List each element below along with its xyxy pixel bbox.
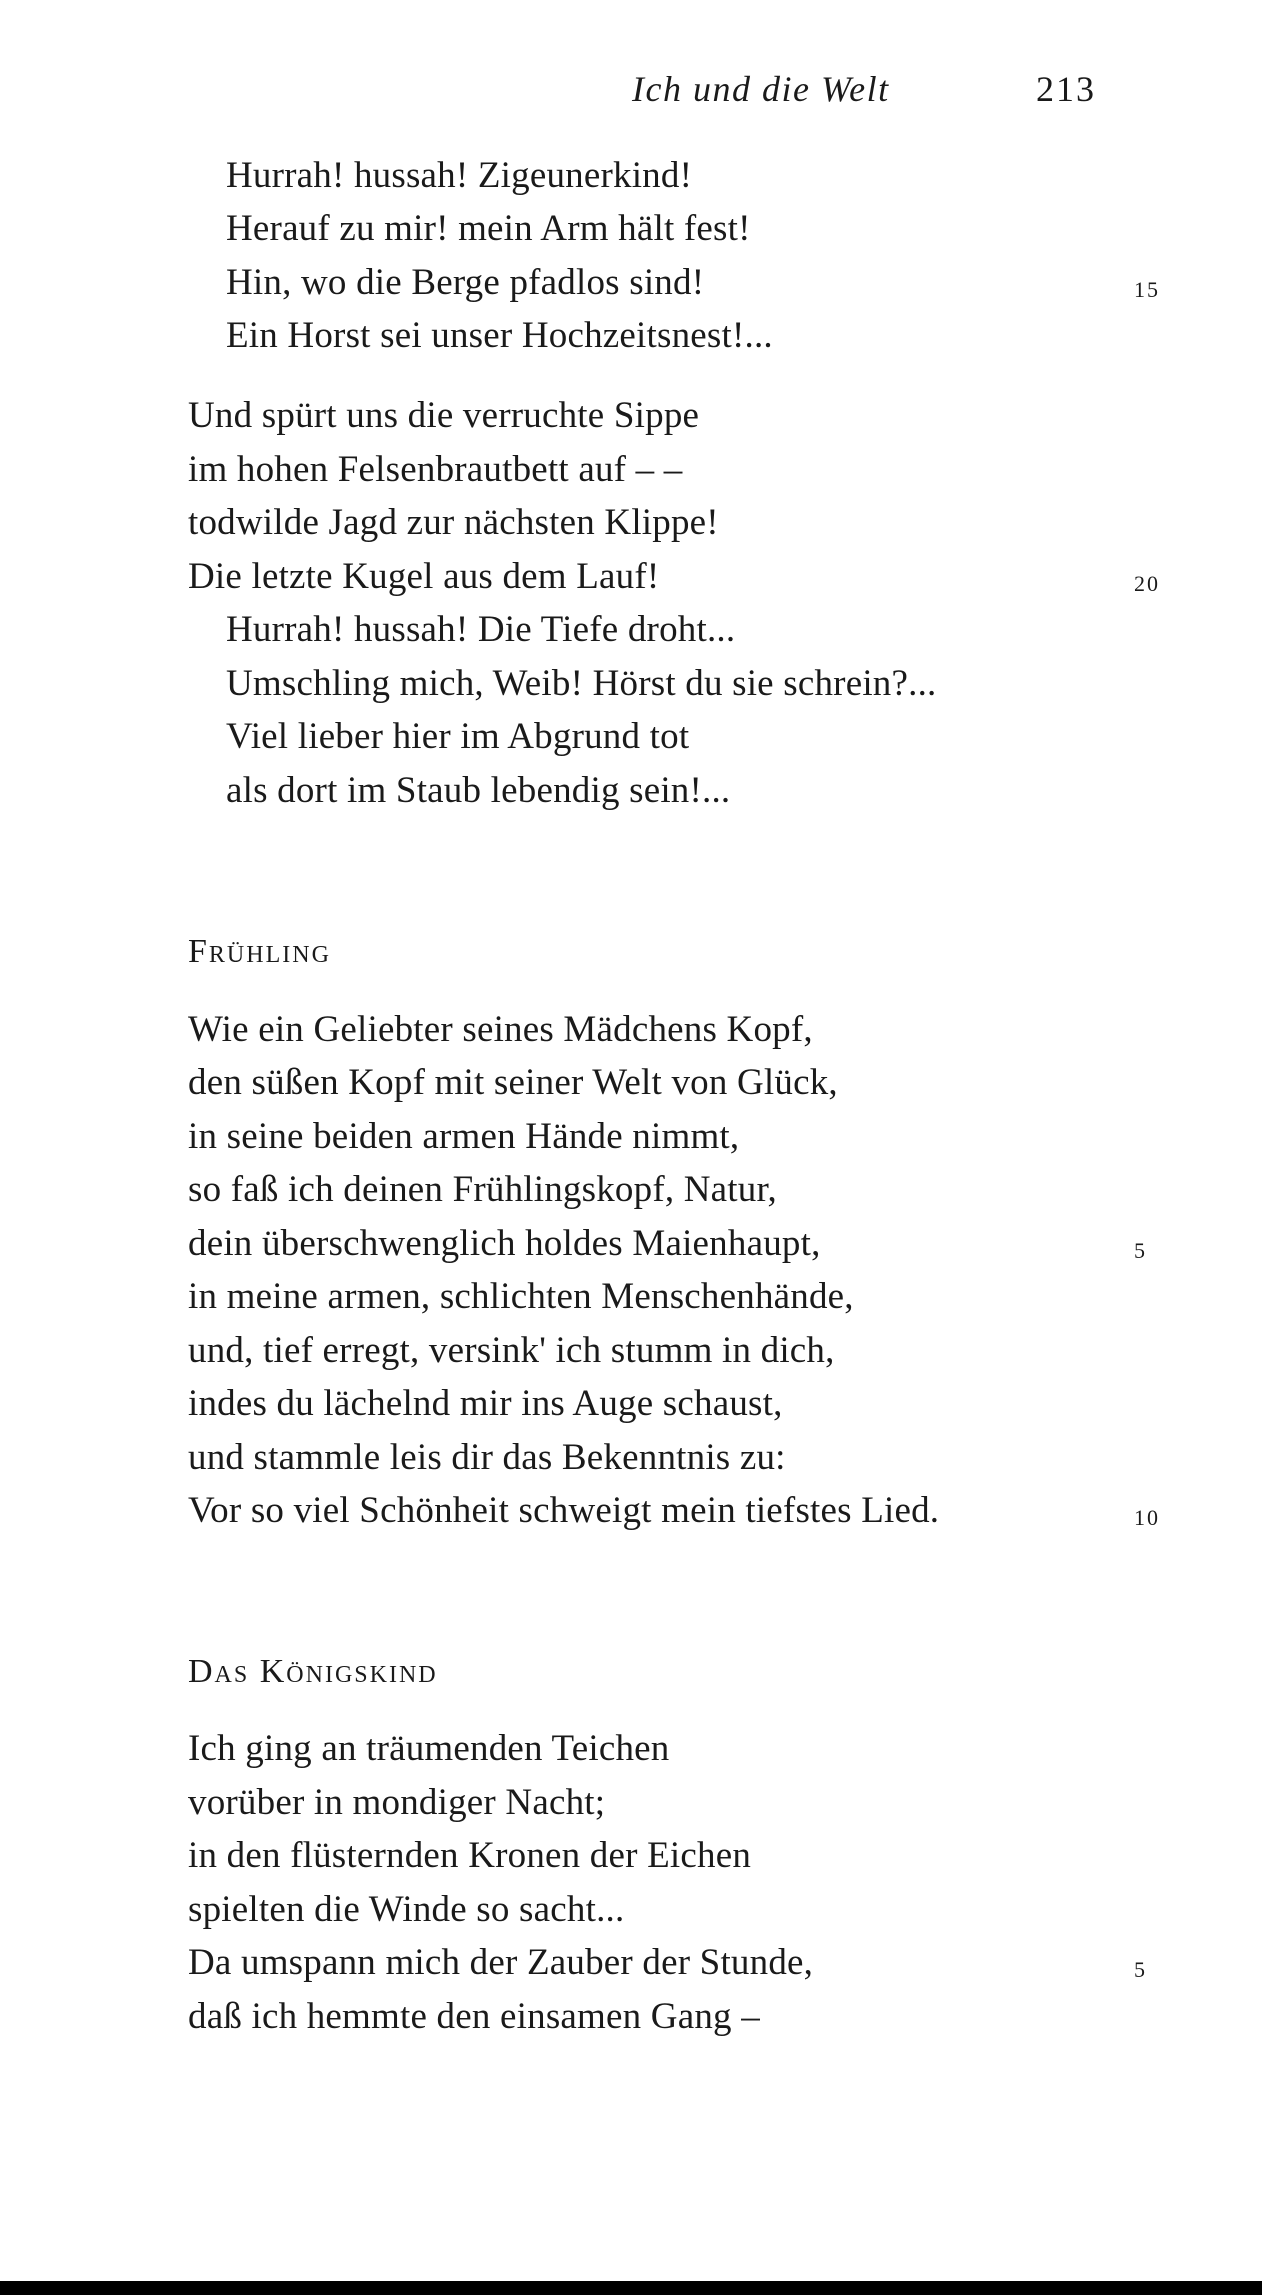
- verse-line: Da umspann mich der Zauber der Stunde,: [188, 1942, 814, 1983]
- verse-line: Ein Horst sei unser Hochzeitsnest!...: [226, 315, 773, 356]
- verse-line: Die letzte Kugel aus dem Lauf!: [188, 556, 660, 597]
- verse-line: Und spürt uns die verruchte Sippe: [188, 395, 700, 436]
- verse-line: Wie ein Geliebter seines Mädchens Kopf,: [188, 1009, 813, 1050]
- verse-line: dein überschwenglich holdes Maienhaupt,: [188, 1223, 821, 1264]
- verse-line: indes du lächelnd mir ins Auge schaust,: [188, 1383, 783, 1424]
- verse-line: vorüber in mondiger Nacht;: [188, 1782, 606, 1823]
- verse-line: und, tief erregt, versink' ich stumm in dich,: [188, 1330, 835, 1371]
- verse-line: Umschling mich, Weib! Hörst du sie schrein?...: [226, 663, 937, 704]
- running-header-title: Ich und die Welt: [632, 69, 890, 109]
- verse-line: so faß ich deinen Frühlingskopf, Natur,: [188, 1169, 777, 1210]
- verse-line: den süßen Kopf mit seiner Welt von Glück,: [188, 1062, 838, 1103]
- verse-line: als dort im Staub lebendig sein!...: [226, 770, 731, 811]
- page-number: 213: [1036, 69, 1096, 109]
- poem-title: Frühling: [188, 933, 331, 970]
- verse-line: Hurrah! hussah! Zigeunerkind!: [226, 155, 693, 196]
- line-number: 5: [1134, 1238, 1147, 1263]
- poem-title: Das Königskind: [188, 1653, 438, 1690]
- verse-line: Hin, wo die Berge pfadlos sind!: [226, 262, 705, 303]
- line-number: 20: [1134, 571, 1160, 596]
- verse-line: und stammle leis dir das Bekenntnis zu:: [188, 1437, 786, 1478]
- line-number: 15: [1134, 277, 1160, 302]
- verse-line: in seine beiden armen Hände nimmt,: [188, 1116, 740, 1157]
- verse-line: Ich ging an träumenden Teichen: [188, 1728, 670, 1769]
- verse-line: in meine armen, schlichten Menschenhände,: [188, 1276, 854, 1317]
- verse-line: Herauf zu mir! mein Arm hält fest!: [226, 208, 751, 249]
- verse-line: im hohen Felsenbrautbett auf – –: [188, 449, 683, 490]
- verse-line: Hurrah! hussah! Die Tiefe droht...: [226, 609, 736, 650]
- verse-line: Viel lieber hier im Abgrund tot: [226, 716, 690, 757]
- verse-line: Vor so viel Schönheit schweigt mein tiefstes Lied.: [188, 1490, 940, 1531]
- line-number: 5: [1134, 1957, 1147, 1982]
- scan-edge-bar: [0, 2281, 1262, 2295]
- verse-line: in den flüsternden Kronen der Eichen: [188, 1835, 752, 1876]
- verse-line: daß ich hemmte den einsamen Gang –: [188, 1996, 760, 2037]
- verse-line: todwilde Jagd zur nächsten Klippe!: [188, 502, 719, 543]
- line-number: 10: [1134, 1505, 1160, 1530]
- verse-line: spielten die Winde so sacht...: [188, 1889, 625, 1930]
